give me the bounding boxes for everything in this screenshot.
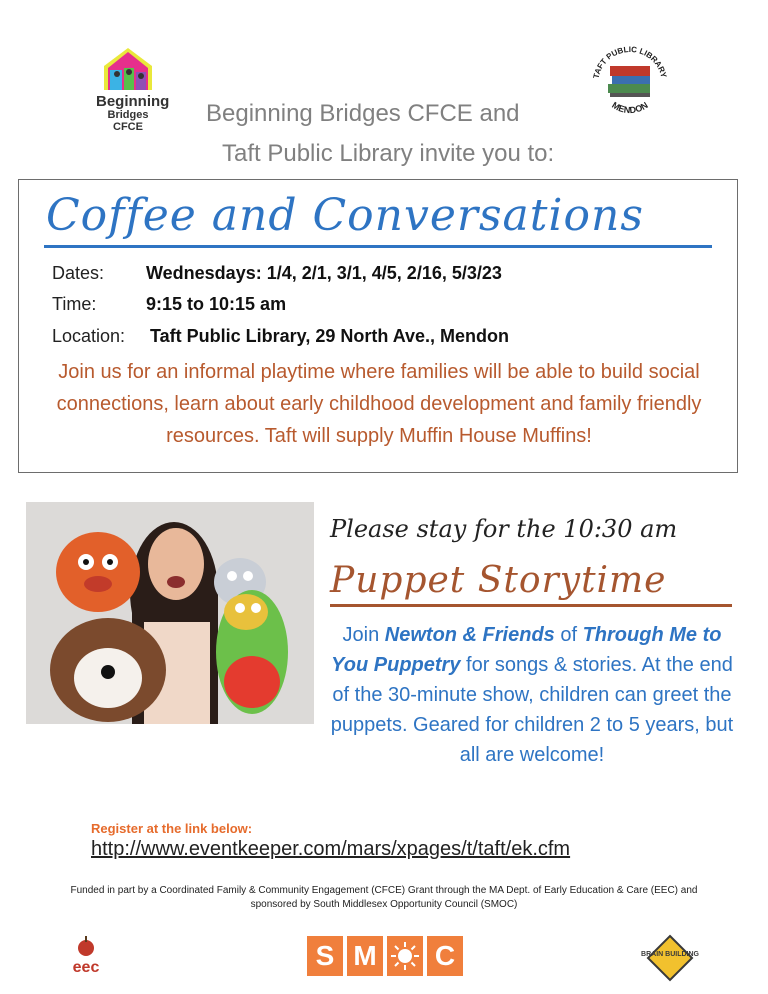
desc-join: Join xyxy=(342,624,385,646)
puppeteer-photo xyxy=(26,502,314,724)
dates-value: Wednesdays: 1/4, 2/1, 3/1, 4/5, 2/16, 5/3/23 xyxy=(146,263,502,283)
register-label: Register at the link below: xyxy=(91,821,253,836)
title-underline xyxy=(44,245,712,248)
sun-icon xyxy=(387,936,423,976)
dates-label: Dates: xyxy=(52,263,105,283)
taft-library-logo xyxy=(584,38,676,130)
bb-logo-text-1: Beginning xyxy=(96,93,170,110)
time-label: Time: xyxy=(52,294,97,314)
eec-logo xyxy=(62,936,110,976)
eec-logo-text: eec xyxy=(72,959,100,976)
smoc-letter-m: M xyxy=(347,936,383,976)
brain-logo-text: BRAIN BUILDING xyxy=(641,951,699,958)
bb-logo-text-2: Bridges CFCE xyxy=(107,109,149,133)
funding-note: Funded in part by a Coordinated Family & Community Engagement (CFCE) Grant through the MA Dept. of Early Education & Care (EEC) and sponsored by South Middlesex Opportunity Council (SMOC) xyxy=(70,885,698,910)
brain-building-logo xyxy=(641,934,699,982)
smoc-letter-s: S xyxy=(307,936,343,976)
smoc-logo xyxy=(307,936,463,976)
header-line-1: Beginning Bridges CFCE and xyxy=(206,100,520,127)
register-link[interactable]: http://www.eventkeeper.com/mars/xpages/t/taft/ek.cfm xyxy=(91,838,571,860)
taft-logo-bottom-text: MENDON xyxy=(610,99,650,116)
event-description: Join us for an informal playtime where families will be able to build social connections, learn about early childhood development and family friendly resources. Taft will supply Muffin House Muffins! xyxy=(56,361,702,447)
please-stay-text: Please stay for the 10:30 am xyxy=(330,515,678,543)
smoc-letter-c: C xyxy=(427,936,463,976)
desc-of: of xyxy=(554,624,583,646)
location-label: Location: xyxy=(52,326,126,346)
taft-logo-top-text: TAFT PUBLIC LIBRARY xyxy=(591,44,669,80)
event-title: Coffee and Conversations xyxy=(46,190,644,241)
puppet-title-underline xyxy=(330,604,732,607)
time-value: 9:15 to 10:15 am xyxy=(146,294,287,314)
desc-through: Through Me to You Puppetry xyxy=(331,624,722,676)
location-value: Taft Public Library, 29 North Ave., Mendon xyxy=(150,326,510,346)
house-logo-icon xyxy=(100,46,156,92)
puppet-description xyxy=(322,620,742,770)
desc-rest: for songs & stories. At the end of the 30-minute show, children can greet the puppets. Geared for children 2 to 5 years, but all are welcome! xyxy=(330,654,734,766)
beginning-bridges-logo xyxy=(96,46,170,133)
desc-newton: Newton & Friends xyxy=(384,624,555,646)
puppet-storytime-title: Puppet Storytime xyxy=(330,560,667,601)
header-line-2: Taft Public Library invite you to: xyxy=(222,140,555,167)
